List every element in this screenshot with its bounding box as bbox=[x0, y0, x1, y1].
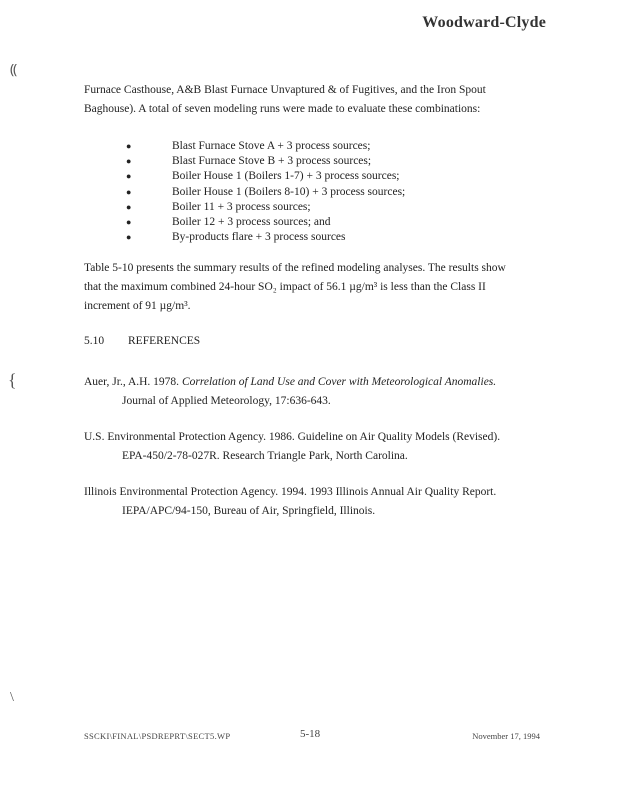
bullet-icon: ● bbox=[126, 201, 132, 212]
reference-entry: Illinois Environmental Protection Agency. 1994. 1993 Illinois Annual Air Quality Report. IEPA/APC/94-150, Bureau of Air, Springfield, Illinois. bbox=[84, 486, 497, 517]
scan-margin-mark: { bbox=[8, 370, 17, 390]
list-item: ● By-products flare + 3 process sources bbox=[126, 230, 526, 245]
bullet-icon: ● bbox=[126, 186, 132, 197]
section-number: 5.10 bbox=[84, 335, 105, 347]
paragraph-line: increment of 91 µg/m³. bbox=[84, 300, 191, 312]
paragraph-line: Furnace Casthouse, A&B Blast Furnace Unvaptured & of Fugitives, and the Iron Spout bbox=[84, 84, 486, 96]
scan-margin-mark: ⸨ bbox=[10, 63, 18, 78]
paragraph-line: Baghouse). A total of seven modeling runs were made to evaluate these combinations: bbox=[84, 103, 481, 115]
list-item: ● Blast Furnace Stove A + 3 process sources; bbox=[126, 139, 526, 154]
footer-date: November 17, 1994 bbox=[472, 731, 540, 741]
footer-file-path: SSCKI\FINAL\PSDREPRT\SECT5.WP bbox=[84, 731, 231, 741]
page-number: 5-18 bbox=[300, 728, 321, 740]
bullet-icon: ● bbox=[126, 232, 132, 243]
scan-margin-mark: \ bbox=[10, 690, 14, 705]
list-item: ● Boiler 11 + 3 process sources; bbox=[126, 200, 526, 215]
reference-entry: U.S. Environmental Protection Agency. 1986. Guideline on Air Quality Models (Revised). EPA-450/2-78-027R. Research Triangle Park, North Carolina. bbox=[84, 431, 501, 462]
bullet-icon: ● bbox=[126, 171, 132, 182]
paragraph-line: that the maximum combined 24-hour SO₂ impact of 56.1 µg/m³ is less than the Class II bbox=[84, 281, 486, 293]
intro-paragraph bbox=[84, 81, 544, 119]
results-paragraph bbox=[84, 259, 544, 316]
bullet-icon: ● bbox=[126, 156, 132, 167]
list-item: ● Boiler 12 + 3 process sources; and bbox=[126, 215, 526, 230]
bullet-icon: ● bbox=[126, 217, 132, 228]
reference-entry: Auer, Jr., A.H. 1978. Correlation of Land Use and Cover with Meteorological Anomalies. Journal of Applied Meteorology, 17:636-643. bbox=[84, 376, 497, 407]
list-item: ● Boiler House 1 (Boilers 8-10) + 3 process sources; bbox=[126, 185, 526, 200]
paragraph-line: Table 5-10 presents the summary results of the refined modeling analyses. The results show bbox=[84, 262, 506, 274]
section-title: REFERENCES bbox=[128, 335, 201, 347]
list-item: ● Boiler House 1 (Boilers 1-7) + 3 process sources; bbox=[126, 169, 526, 184]
list-item: ● Blast Furnace Stove B + 3 process sources; bbox=[126, 154, 526, 169]
bullet-icon: ● bbox=[126, 141, 132, 151]
section-heading bbox=[84, 335, 200, 347]
company-logo: Woodward-Clyde bbox=[422, 14, 546, 31]
modeling-runs-list bbox=[126, 139, 526, 245]
